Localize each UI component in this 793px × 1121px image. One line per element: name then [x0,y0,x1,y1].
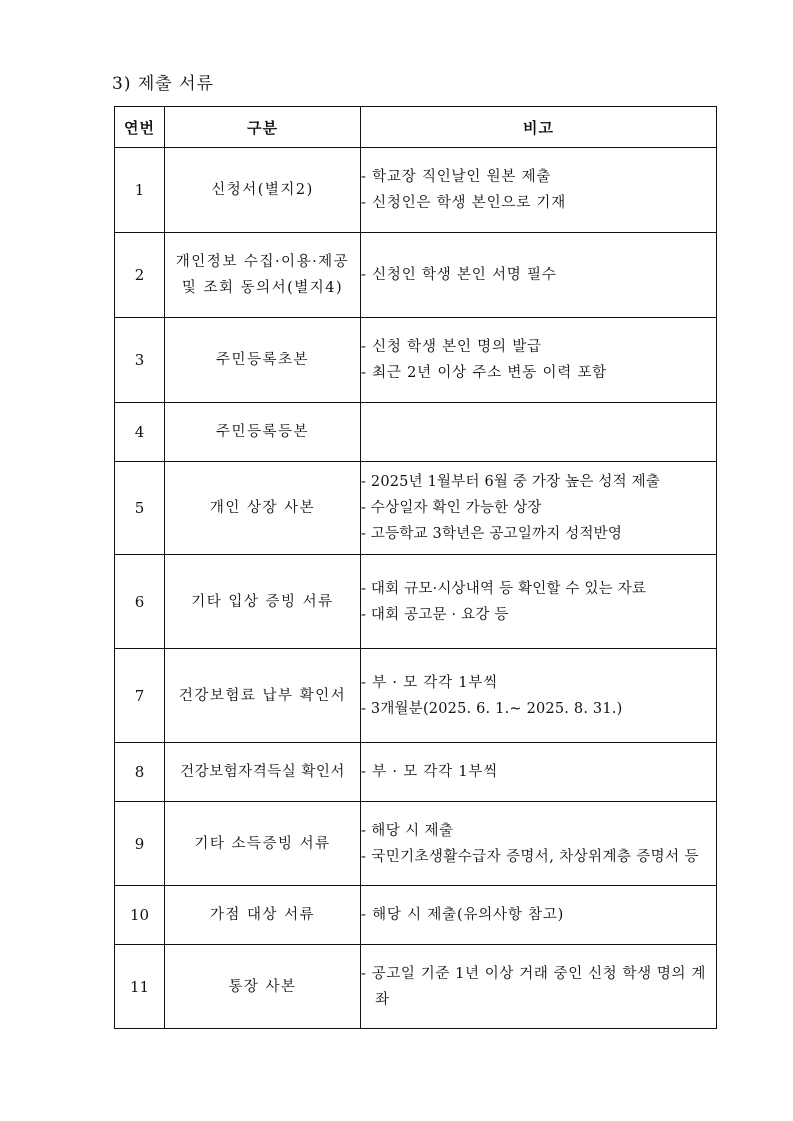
note-line: - 신청인 학생 본인 서명 필수 [361,267,557,283]
row-category [165,318,361,403]
category-line: 개인 상장 사본 [209,500,316,516]
note-line: - 대회 규모·시상내역 등 확인할 수 있는 자료 [361,580,647,597]
header-category: 구분 [165,107,361,148]
category-line: 통장 사본 [228,978,297,995]
row-note [361,148,717,233]
row-note [361,462,717,555]
table-row [115,743,717,802]
note-line: - 수상일자 확인 가능한 상장 [361,500,542,516]
table-row [115,318,717,403]
note-line: - 부 · 모 각각 1부씩 [361,674,499,691]
header-number: 연번 [115,107,165,148]
row-note [361,945,717,1029]
row-category [165,555,361,649]
table-row [115,802,717,886]
row-number: 10 [115,886,165,945]
row-category [165,649,361,743]
note-line: - 3개월분(2025. 6. 1.~ 2025. 8. 31.) [361,700,623,717]
table-row [115,555,717,649]
category-line: 건강보험자격득실 확인서 [180,764,345,780]
section-title: 3) 제출 서류 [112,74,214,94]
row-number: 9 [115,802,165,886]
row-note [361,886,717,945]
note-line: - 최근 2년 이상 주소 변동 이력 포함 [361,365,608,381]
row-note [361,555,717,649]
row-number: 1 [115,148,165,233]
row-number: 6 [115,555,165,649]
category-line: 가점 대상 서류 [209,907,316,923]
table-row [115,886,717,945]
row-note [361,318,717,403]
row-number: 11 [115,945,165,1029]
row-category [165,148,361,233]
row-note [361,802,717,886]
row-category [165,462,361,555]
table-row [115,148,717,233]
row-number: 5 [115,462,165,555]
table-row [115,462,717,555]
row-category [165,886,361,945]
row-category [165,233,361,318]
note-line: - 고등학교 3학년은 공고일까지 성적반영 [361,526,623,542]
note-line: - 학교장 직인날인 원본 제출 [361,169,552,185]
note-line: - 해당 시 제출(유의사항 참고) [361,907,565,923]
category-line: 기타 입상 증빙 서류 [191,593,334,610]
category-line: 개인정보 수집·이용·제공 [175,254,350,270]
table-row [115,945,717,1029]
row-category [165,403,361,462]
row-number: 3 [115,318,165,403]
table-row [115,403,717,462]
table-row [115,233,717,318]
row-note [361,743,717,802]
category-line: 주민등록초본 [215,352,310,368]
row-note [361,649,717,743]
row-number: 4 [115,403,165,462]
note-line: - 대회 공고문 · 요강 등 [361,606,509,623]
category-line: 및 조회 동의서(별지4) [181,280,344,296]
documents-table [114,106,717,1029]
row-note [361,233,717,318]
category-line: 신청서(별지2) [211,182,314,198]
category-line: 기타 소득증빙 서류 [194,835,331,852]
note-line: - 부 · 모 각각 1부씩 [361,764,499,780]
row-number: 2 [115,233,165,318]
note-line: - 해당 시 제출 [361,822,454,839]
row-category [165,802,361,886]
note-line: - 2025년 1월부터 6월 중 가장 높은 성적 제출 [361,474,661,490]
note-line: - 공고일 기준 1년 이상 거래 중인 신청 학생 명의 계좌 [361,965,706,1008]
table-row [115,649,717,743]
row-number: 7 [115,649,165,743]
row-note [361,403,717,462]
category-line: 주민등록등본 [215,424,310,440]
category-line: 건강보험료 납부 확인서 [178,687,347,704]
row-category [165,743,361,802]
row-category [165,945,361,1029]
header-note: 비고 [361,107,717,148]
table-header-row [115,107,717,148]
row-number: 8 [115,743,165,802]
note-line: - 신청 학생 본인 명의 발급 [361,339,542,355]
note-line: - 신청인은 학생 본인으로 기재 [361,195,567,211]
note-line: - 국민기초생활수급자 증명서, 차상위계층 증명서 등 [361,848,699,865]
